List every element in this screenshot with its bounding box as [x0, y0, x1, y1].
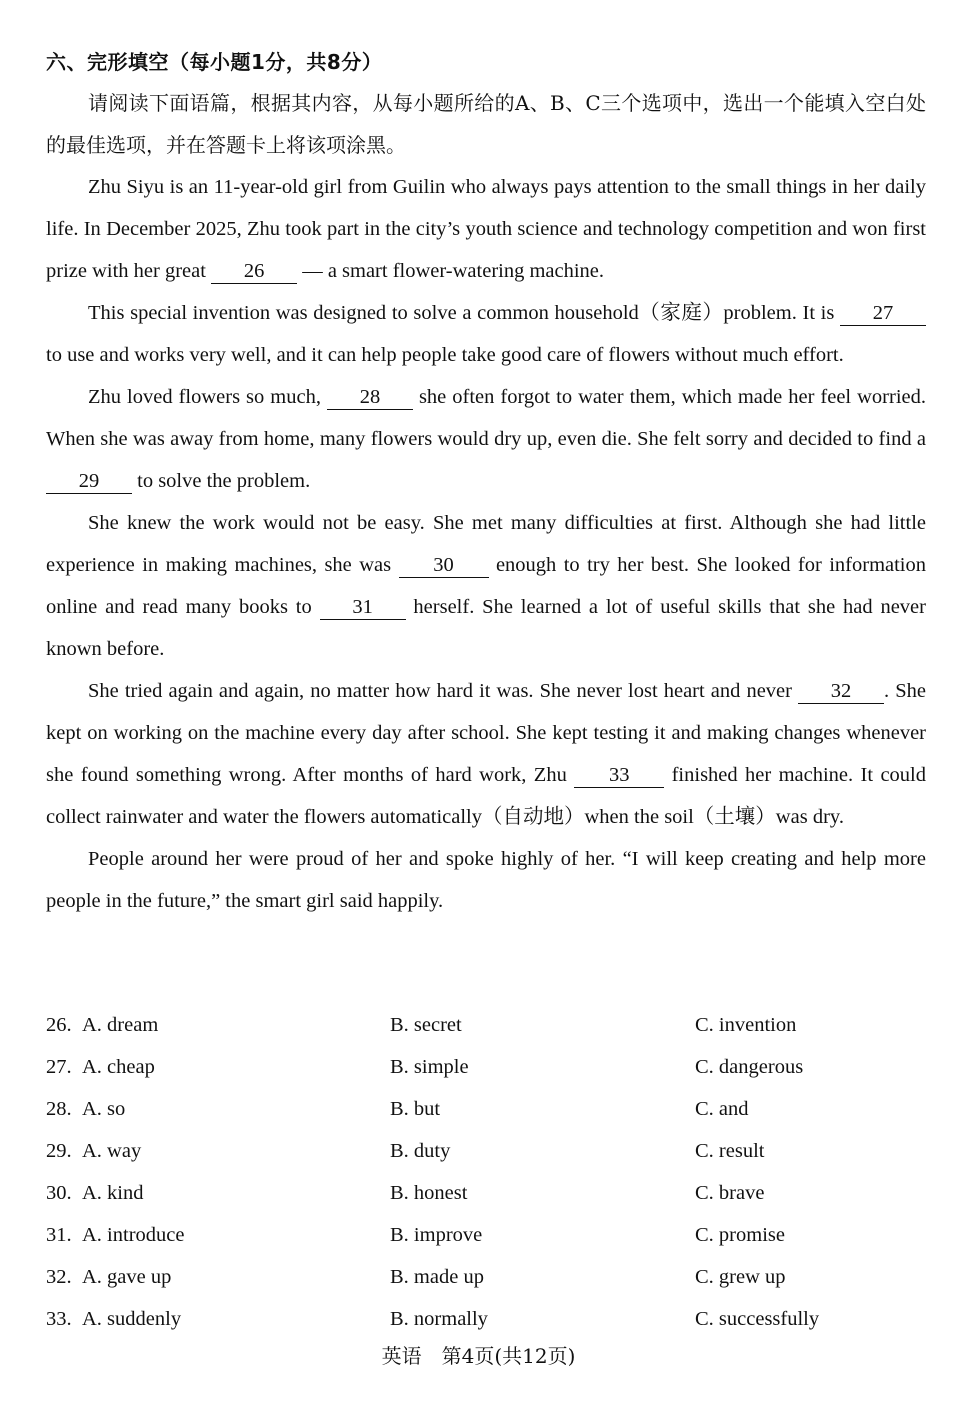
- option-a: A. kind: [82, 1182, 144, 1204]
- question-number: 28.: [46, 1098, 72, 1120]
- paragraph-1: [46, 166, 926, 292]
- paragraph-3: [46, 376, 926, 502]
- option-a: A. so: [82, 1098, 126, 1120]
- option-c: C. dangerous: [695, 1056, 804, 1078]
- instruction-paragraph: 请阅读下面语篇，根据其内容，从每小题所给的A、B、C三个选项中，选出一个能填入空白处的最佳选项，并在答题卡上将该项涂黑。: [46, 91, 926, 157]
- paragraph-3-text-middle: she often forgot to water them, which made her feel worried. When she was away from home, many flowers would dry up, even die. She felt sorry and decided to find a: [46, 386, 926, 450]
- blank-28: 28: [327, 385, 413, 410]
- question-number: 32.: [46, 1266, 72, 1288]
- option-b: B. simple: [390, 1056, 469, 1078]
- question-number: 29.: [46, 1140, 72, 1162]
- option-row-29: [46, 1130, 926, 1172]
- paragraph-1-text-before: Zhu Siyu is an 11-year-old girl from Guilin who always pays attention to the small things in her daily life. In December 2025, Zhu took part in the city’s youth science and technology competition and won first prize with her great: [46, 176, 926, 282]
- option-c: C. promise: [695, 1224, 785, 1246]
- paragraph-1-text-after: — a smart flower-watering machine.: [297, 260, 605, 282]
- blank-27: 27: [840, 301, 926, 326]
- option-c: C. successfully: [695, 1308, 820, 1330]
- option-a: A. introduce: [82, 1224, 185, 1246]
- option-row-26: [46, 1004, 926, 1046]
- option-row-28: [46, 1088, 926, 1130]
- option-row-33: [46, 1298, 926, 1340]
- option-c: C. result: [695, 1140, 765, 1162]
- page-footer: 英语 第4页(共12页): [381, 1344, 576, 1368]
- paragraph-4-text-before: She knew the work would not be easy. She met many difficulties at first. Although she had little experience in making machines, she was: [46, 512, 926, 576]
- option-b: B. improve: [390, 1224, 483, 1246]
- cloze-passage: [46, 82, 926, 922]
- paragraph-3-text-after: to solve the problem.: [132, 470, 311, 492]
- option-c: C. brave: [695, 1182, 765, 1204]
- blank-33: 33: [574, 763, 664, 788]
- paragraph-4-text-after: herself. She learned a lot of useful skills that she had never known before.: [46, 596, 926, 660]
- option-a: A. dream: [82, 1014, 159, 1036]
- option-c: C. grew up: [695, 1266, 786, 1288]
- option-a: A. cheap: [82, 1056, 155, 1078]
- question-number: 30.: [46, 1182, 72, 1204]
- blank-32: 32: [798, 679, 884, 704]
- blank-29: 29: [46, 469, 132, 494]
- option-b: B. duty: [390, 1140, 451, 1162]
- paragraph-2: [46, 292, 926, 376]
- option-b: B. normally: [390, 1308, 488, 1330]
- paragraph-2-text-after: to use and works very well, and it can help people take good care of flowers without much effort.: [46, 344, 844, 366]
- answer-options: [46, 1004, 926, 1340]
- option-b: B. secret: [390, 1014, 462, 1036]
- blank-30: 30: [399, 553, 489, 578]
- paragraph-2-text-before: This special invention was designed to solve a common household（家庭）problem. It is: [88, 302, 840, 324]
- blank-31: 31: [320, 595, 406, 620]
- paragraph-5-text-after: finished her machine. It could collect rainwater and water the flowers automatically（自动地）when the soil（土壤）was dry.: [46, 764, 927, 828]
- option-b: B. but: [390, 1098, 441, 1120]
- option-a: A. way: [82, 1140, 142, 1162]
- question-number: 27.: [46, 1056, 72, 1078]
- option-c: C. invention: [695, 1014, 797, 1036]
- paragraph-5: [46, 670, 926, 838]
- option-row-32: [46, 1256, 926, 1298]
- paragraph-6: People around her were proud of her and spoke highly of her. “I will keep creating and help more people in the future,” the smart girl said happily.: [46, 848, 926, 912]
- option-row-27: [46, 1046, 926, 1088]
- option-a: A. suddenly: [82, 1308, 182, 1330]
- paragraph-3-text-before: Zhu loved flowers so much,: [88, 386, 327, 408]
- paragraph-5-text-before: She tried again and again, no matter how hard it was. She never lost heart and never: [88, 680, 799, 702]
- paragraph-4-text-middle: enough to try her best. She looked for information online and read many books to: [46, 554, 927, 618]
- option-c: C. and: [695, 1098, 749, 1120]
- option-b: B. made up: [390, 1266, 484, 1288]
- option-a: A. gave up: [82, 1266, 172, 1288]
- option-row-31: [46, 1214, 926, 1256]
- question-number: 26.: [46, 1014, 72, 1036]
- blank-26: 26: [211, 259, 297, 284]
- option-row-30: [46, 1172, 926, 1214]
- section-title: 六、完形填空（每小题1分，共8分）: [46, 50, 383, 74]
- paragraph-4: [46, 502, 926, 670]
- option-b: B. honest: [390, 1182, 468, 1204]
- question-number: 33.: [46, 1308, 72, 1330]
- question-number: 31.: [46, 1224, 72, 1246]
- paragraph-5-text-middle: . She kept on working on the machine every day after school. She kept testing it and making changes whenever she found something wrong. After months of hard work, Zhu: [46, 680, 926, 786]
